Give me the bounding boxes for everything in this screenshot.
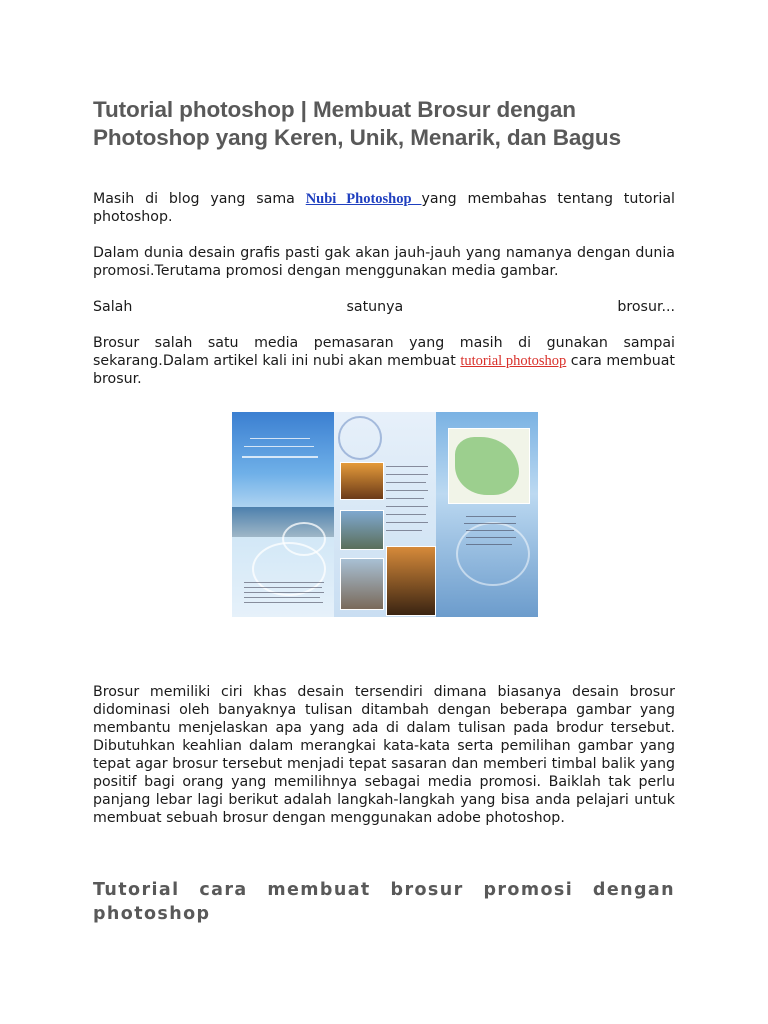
text-line	[244, 587, 322, 588]
text-line	[244, 597, 320, 598]
text-line	[466, 537, 516, 538]
media-text-after: cara membuat brosur.	[93, 353, 675, 387]
swirl-decoration	[282, 522, 326, 556]
design-paragraph: Dalam dunia desain grafis pasti gak akan jauh-jauh yang namanya dengan dunia promosi.Terutama promosi dengan menggunakan media gambar.	[93, 245, 675, 279]
text-line	[244, 602, 323, 603]
text-line	[466, 544, 512, 545]
text-line	[250, 438, 310, 439]
article	[93, 96, 675, 388]
page-title: Tutorial photoshop | Membuat Brosur dengan Photoshop yang Keren, Unik, Menarik, dan Bagus	[93, 97, 621, 150]
text-line	[386, 522, 428, 523]
text-line	[244, 446, 314, 447]
text-line	[386, 506, 428, 507]
text-line	[466, 516, 516, 517]
text-line	[386, 474, 428, 475]
text-line	[386, 514, 426, 515]
text-line	[386, 490, 428, 491]
swirl-decoration	[338, 416, 382, 460]
map-region	[455, 437, 519, 495]
text-line	[244, 592, 324, 593]
sunset-photo	[340, 462, 384, 500]
sunset-photo	[386, 546, 436, 616]
intro-paragraph	[93, 190, 675, 226]
intro-text-before: Masih di blog yang sama	[93, 191, 306, 207]
text-line	[242, 456, 318, 458]
article-body-continued	[93, 683, 675, 827]
crowd-photo	[340, 510, 384, 550]
text-line	[466, 530, 514, 531]
brosur-paragraph: Salah satunya brosur...	[93, 299, 675, 315]
brochure-inner-panel	[334, 412, 436, 617]
stage-photo	[340, 558, 384, 610]
media-text-before: Brosur salah satu media pemasaran yang masih di gunakan sampai sekarang.Dalam artikel kali ini nubi akan membuat	[93, 335, 675, 369]
text-line	[464, 523, 516, 524]
section-heading: Tutorial cara membuat brosur promosi dengan photoshop	[93, 880, 675, 924]
tutorial-photoshop-link[interactable]: tutorial photoshop	[460, 353, 567, 369]
brochure-image	[232, 412, 538, 617]
map-image	[448, 428, 530, 504]
text-line	[386, 498, 424, 499]
text-line	[244, 582, 324, 583]
swirl-decoration	[456, 522, 530, 586]
text-line	[386, 482, 426, 483]
brochure-cover-panel	[232, 412, 334, 617]
nubi-photoshop-link[interactable]: Nubi Photoshop	[305, 191, 422, 207]
text-line	[386, 530, 422, 531]
intro-text-after: yang membahas tentang tutorial photoshop.	[93, 191, 676, 225]
brochure-map-panel	[436, 412, 538, 617]
text-line	[386, 466, 428, 467]
media-paragraph	[93, 334, 675, 388]
brosur-description-paragraph: Brosur memiliki ciri khas desain tersendiri dimana biasanya desain brosur didominasi oleh banyaknya tulisan ditambah dengan beberapa gambar yang membantu menjelaskan apa yang ada di dalam tulisan pada brodur tersebut. Dibutuhkan keahlian dalam merangkai kata-kata serta pemilihan gambar yang tepat agar brosur tersebut menjadi tepat sasaran dan memberi timbal balik yang positif bagi orang yang memilihnya sebagai media promosi. Baiklah tak perlu panjang lebar lagi berikut adalah langkah-langkah yang bisa anda pelajari untuk membuat sebuah brosur dengan menggunakan adobe photoshop.	[93, 684, 675, 826]
